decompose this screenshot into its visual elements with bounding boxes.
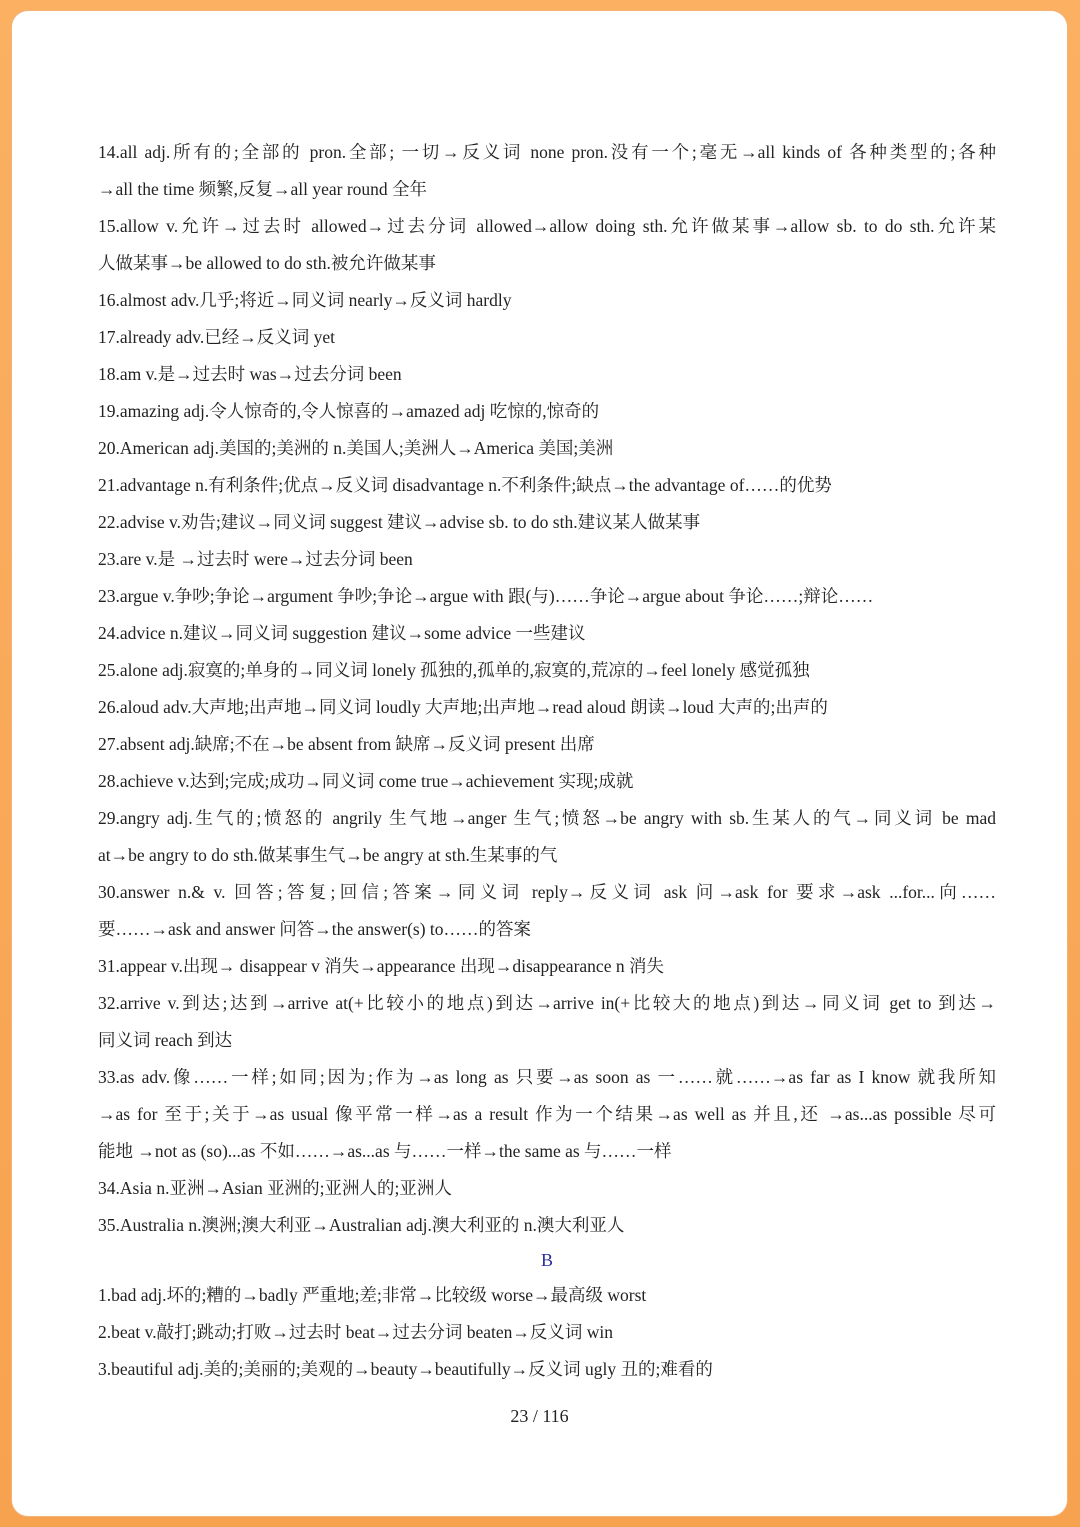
entry-line: 23.argue v.争吵;争论→argument 争吵;争论→argue with 跟(与)……争论→argue about 争论……;辩论……: [98, 586, 874, 606]
entry-line: 28.achieve v.达到;完成;成功→同义词 come true→achievement 实现;成就: [98, 771, 634, 791]
entry-line: 3.beautiful adj.美的;美丽的;美观的→beauty→beautifully→反义词 ugly 丑的;难看的: [98, 1359, 713, 1379]
entry-line: 要……→ask and answer 问答→the answer(s) to……的答案: [98, 919, 532, 939]
entry-line: 24.advice n.建议→同义词 suggestion 建议→some advice 一些建议: [98, 623, 586, 643]
entry-line: 25.alone adj.寂寞的;单身的→同义词 lonely 孤独的,孤单的,寂寞的,荒凉的→feel lonely 感觉孤独: [98, 660, 810, 680]
entry-line: 1.bad adj.坏的;糟的→badly 严重地;差;非常→比较级 worse→最高级 worst: [98, 1285, 647, 1305]
section-a-entries: [98, 134, 996, 1244]
document-page: [12, 11, 1067, 1516]
entry-line: 14.all adj.所有的;全部的 pron.全部; 一切→反义词 none pron.没有一个;毫无→all kinds of 各种类型的;各种: [98, 142, 996, 162]
entry-line: 21.advantage n.有利条件;优点→反义词 disadvantage n.不利条件;缺点→the advantage of……的优势: [98, 475, 832, 495]
entry-line: →all the time 频繁,反复→all year round 全年: [98, 179, 428, 199]
entry-line: 32.arrive v.到达;达到→arrive at(+比较小的地点)到达→arrive in(+比较大的地点)到达→同义词 get to 到达→: [98, 993, 996, 1013]
entry-line: 30.answer n.& v. 回答;答复;回信;答案→同义词 reply→反义词 ask 问→ask for 要求→ask ...for...向……: [98, 882, 996, 902]
entry-line: 29.angry adj.生气的;愤怒的 angrily 生气地→anger 生气;愤怒→be angry with sb.生某人的气→同义词 be mad: [98, 808, 996, 828]
entry-line: 23.are v.是 →过去时 were→过去分词 been: [98, 549, 413, 569]
entry-line: 人做某事→be allowed to do sth.被允许做某事: [98, 253, 436, 273]
entry-line: 2.beat v.敲打;跳动;打败→过去时 beat→过去分词 beaten→反义词 win: [98, 1322, 614, 1342]
entry-line: 35.Australia n.澳洲;澳大利亚→Australian adj.澳大利亚的 n.澳大利亚人: [98, 1215, 625, 1235]
page-number: 23 / 116: [510, 1406, 569, 1426]
entry-line: 18.am v.是→过去时 was→过去分词 been: [98, 364, 402, 384]
entry-line: 31.appear v.出现→ disappear v 消失→appearance 出现→disappearance n 消失: [98, 956, 664, 976]
entry-line: 19.amazing adj.令人惊奇的,令人惊喜的→amazed adj 吃惊的,惊奇的: [98, 401, 600, 421]
section-b-heading: B: [540, 1250, 553, 1270]
entry-line: 22.advise v.劝告;建议→同义词 suggest 建议→advise sb. to do sth.建议某人做某事: [98, 512, 701, 532]
entry-line: 26.aloud adv.大声地;出声地→同义词 loudly 大声地;出声地→read aloud 朗读→loud 大声的;出声的: [98, 697, 828, 717]
entry-line: 34.Asia n.亚洲→Asian 亚洲的;亚洲人的;亚洲人: [98, 1178, 452, 1198]
entry-line: 17.already adv.已经→反义词 yet: [98, 327, 336, 347]
entry-line: 16.almost adv.几乎;将近→同义词 nearly→反义词 hardly: [98, 290, 512, 310]
entry-line: 能地 →not as (so)...as 不如……→as...as 与……一样→the same as 与……一样: [98, 1141, 672, 1161]
entry-line: 20.American adj.美国的;美洲的 n.美国人;美洲人→America 美国;美洲: [98, 438, 614, 458]
vocabulary-list: [98, 134, 996, 1388]
section-b-entries: [98, 1277, 996, 1388]
entry-line: 同义词 reach 到达: [98, 1030, 233, 1050]
entry-line: →as for 至于;关于→as usual 像平常一样→as a result 作为一个结果→as well as 并且,还 →as...as possible 尽可: [98, 1104, 996, 1124]
entry-line: at→be angry to do sth.做某事生气→be angry at sth.生某事的气: [98, 845, 558, 865]
entry-line: 33.as adv.像……一样;如同;因为;作为→as long as 只要→as soon as 一……就……→as far as I know 就我所知: [98, 1067, 996, 1087]
entry-line: 15.allow v.允许→过去时 allowed→过去分词 allowed→allow doing sth.允许做某事→allow sb. to do sth.允许某: [98, 216, 996, 236]
entry-line: 27.absent adj.缺席;不在→be absent from 缺席→反义词 present 出席: [98, 734, 595, 754]
